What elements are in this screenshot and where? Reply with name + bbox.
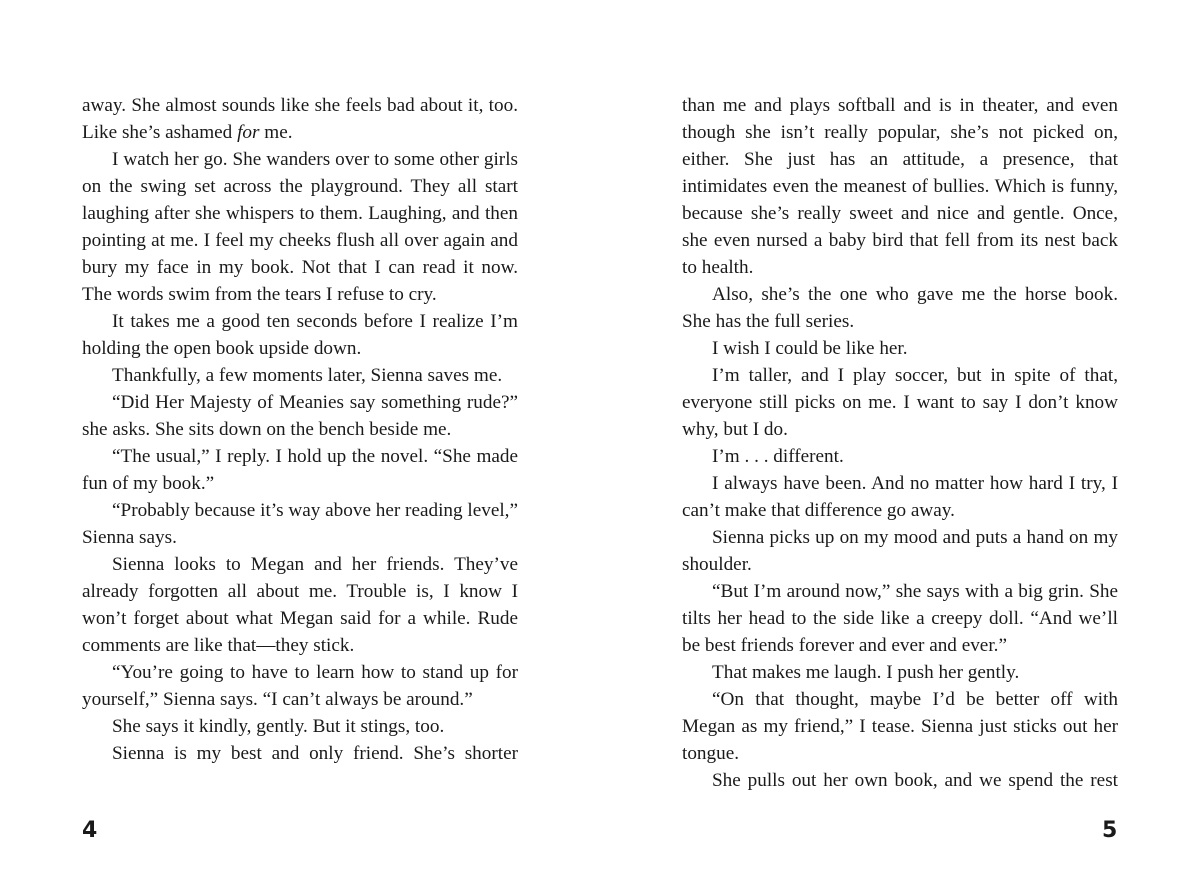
paragraph: Sienna looks to Megan and her friends. They’ve already forgotten all about me. Trouble is, I know I won’t forget about what Megan said for a while. Rude comments are like that—they stick. — [82, 554, 518, 656]
page-number-right: 5 — [1102, 818, 1118, 843]
paragraph: “On that thought, maybe I’d be better off with Megan as my friend,” I tease. Sienna just sticks out her tongue. — [682, 689, 1118, 764]
paragraph: Sienna is my best and only friend. She’s shorter — [112, 743, 518, 764]
paragraph: I watch her go. She wanders over to some other girls on the swing set across the playground. They all start laughing after she whispers to them. Laughing, and then pointing at me. I feel my cheeks flush all over again and bury my face in my book. Not that I can read it now. The words swim from the tears I refuse to cry. — [82, 149, 518, 305]
paragraph: Also, she’s the one who gave me the horse book. She has the full series. — [682, 284, 1118, 332]
paragraph: “The usual,” I reply. I hold up the novel. “She made fun of my book.” — [82, 446, 518, 494]
page-number-left: 4 — [82, 818, 98, 843]
paragraph: “You’re going to have to learn how to stand up for yourself,” Sienna says. “I can’t always be around.” — [82, 662, 518, 710]
paragraph: away. She almost sounds like she feels bad about it, too. Like she’s ashamed for me. — [82, 95, 518, 143]
paragraph: It takes me a good ten seconds before I realize I’m holding the open book upside down. — [82, 311, 518, 359]
paragraph: “Did Her Majesty of Meanies say something rude?” she asks. She sits down on the bench beside me. — [82, 392, 518, 440]
paragraph: than me and plays softball and is in theater, and even though she isn’t really popular, she’s not picked on, either. She just has an attitude, a presence, that intimidates even the meanest of bullies. Which is funny, because she’s really sweet and nice and gentle. Once, she even nursed a baby bird that fell from its nest back to health. — [682, 95, 1118, 278]
paragraph: I always have been. And no matter how hard I try, I can’t make that difference go away. — [682, 473, 1118, 521]
paragraph: That makes me laugh. I push her gently. — [712, 662, 1020, 683]
paragraph: “Probably because it’s way above her reading level,” Sienna says. — [82, 500, 518, 548]
paragraph: I’m . . . different. — [712, 446, 844, 467]
right-page — [682, 92, 1118, 794]
left-page — [82, 92, 518, 767]
paragraph: I wish I could be like her. — [712, 338, 908, 359]
paragraph: Thankfully, a few moments later, Sienna saves me. — [112, 365, 503, 386]
paragraph: She pulls out her own book, and we spend the rest — [712, 770, 1118, 791]
paragraph: She says it kindly, gently. But it stings, too. — [112, 716, 445, 737]
emphasis: for — [237, 122, 260, 143]
paragraph: I’m taller, and I play soccer, but in spite of that, everyone still picks on me. I want to say I don’t know why, but I do. — [682, 365, 1118, 440]
paragraph: Sienna picks up on my mood and puts a hand on my shoulder. — [682, 527, 1118, 575]
paragraph: “But I’m around now,” she says with a big grin. She tilts her head to the side like a creepy doll. “And we’ll be best friends forever and ever and ever.” — [682, 581, 1118, 656]
